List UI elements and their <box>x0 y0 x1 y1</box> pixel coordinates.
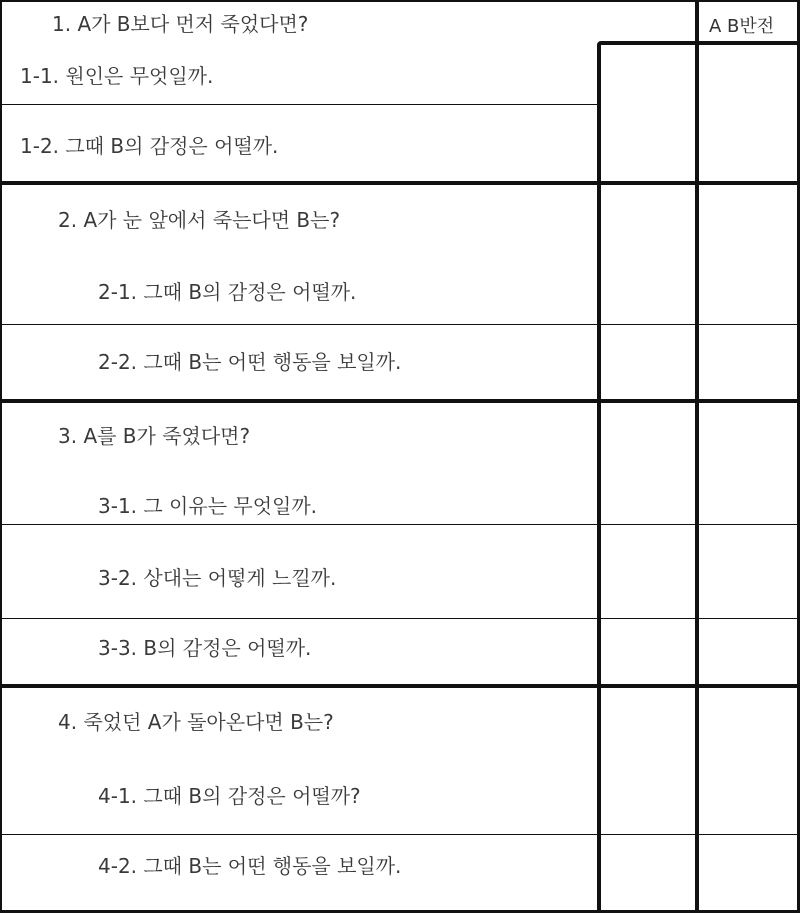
answer-cell[interactable] <box>601 45 695 181</box>
table-border-top <box>0 0 800 2</box>
section-4-title: 4. 죽었던 A가 돌아온다면 B는? <box>58 710 334 734</box>
row-divider <box>0 104 598 105</box>
answer-cell-swap[interactable] <box>699 403 797 684</box>
question-3-2: 3-2. 상대는 어떻게 느낄까. <box>98 566 337 590</box>
answer-cell[interactable] <box>601 403 695 684</box>
question-1-1: 1-1. 원인은 무엇일까. <box>20 64 214 88</box>
ab-swap-header: A B반전 <box>709 16 775 37</box>
answer-cell-swap[interactable] <box>699 45 797 181</box>
answer-cell[interactable] <box>601 688 695 910</box>
question-3-1: 3-1. 그 이유는 무엇일까. <box>98 494 318 518</box>
answer-cell-swap[interactable] <box>699 185 797 399</box>
question-4-2: 4-2. 그때 B는 어떤 행동을 보일까. <box>98 854 402 878</box>
question-2-2: 2-2. 그때 B는 어떤 행동을 보일까. <box>98 350 402 374</box>
answer-cell[interactable] <box>601 185 695 399</box>
section-2-title: 2. A가 눈 앞에서 죽는다면 B는? <box>58 208 341 232</box>
section-1-title: 1. A가 B보다 먼저 죽었다면? <box>52 12 309 36</box>
question-3-3: 3-3. B의 감정은 어떨까. <box>98 636 312 660</box>
section-3-title: 3. A를 B가 죽였다면? <box>58 424 251 448</box>
table-border-left <box>0 0 2 913</box>
question-2-1: 2-1. 그때 B의 감정은 어떨까. <box>98 280 357 304</box>
answer-cell-swap[interactable] <box>699 688 797 910</box>
question-4-1: 4-1. 그때 B의 감정은 어떨까? <box>98 784 361 808</box>
question-1-2: 1-2. 그때 B의 감정은 어떨까. <box>20 134 279 158</box>
